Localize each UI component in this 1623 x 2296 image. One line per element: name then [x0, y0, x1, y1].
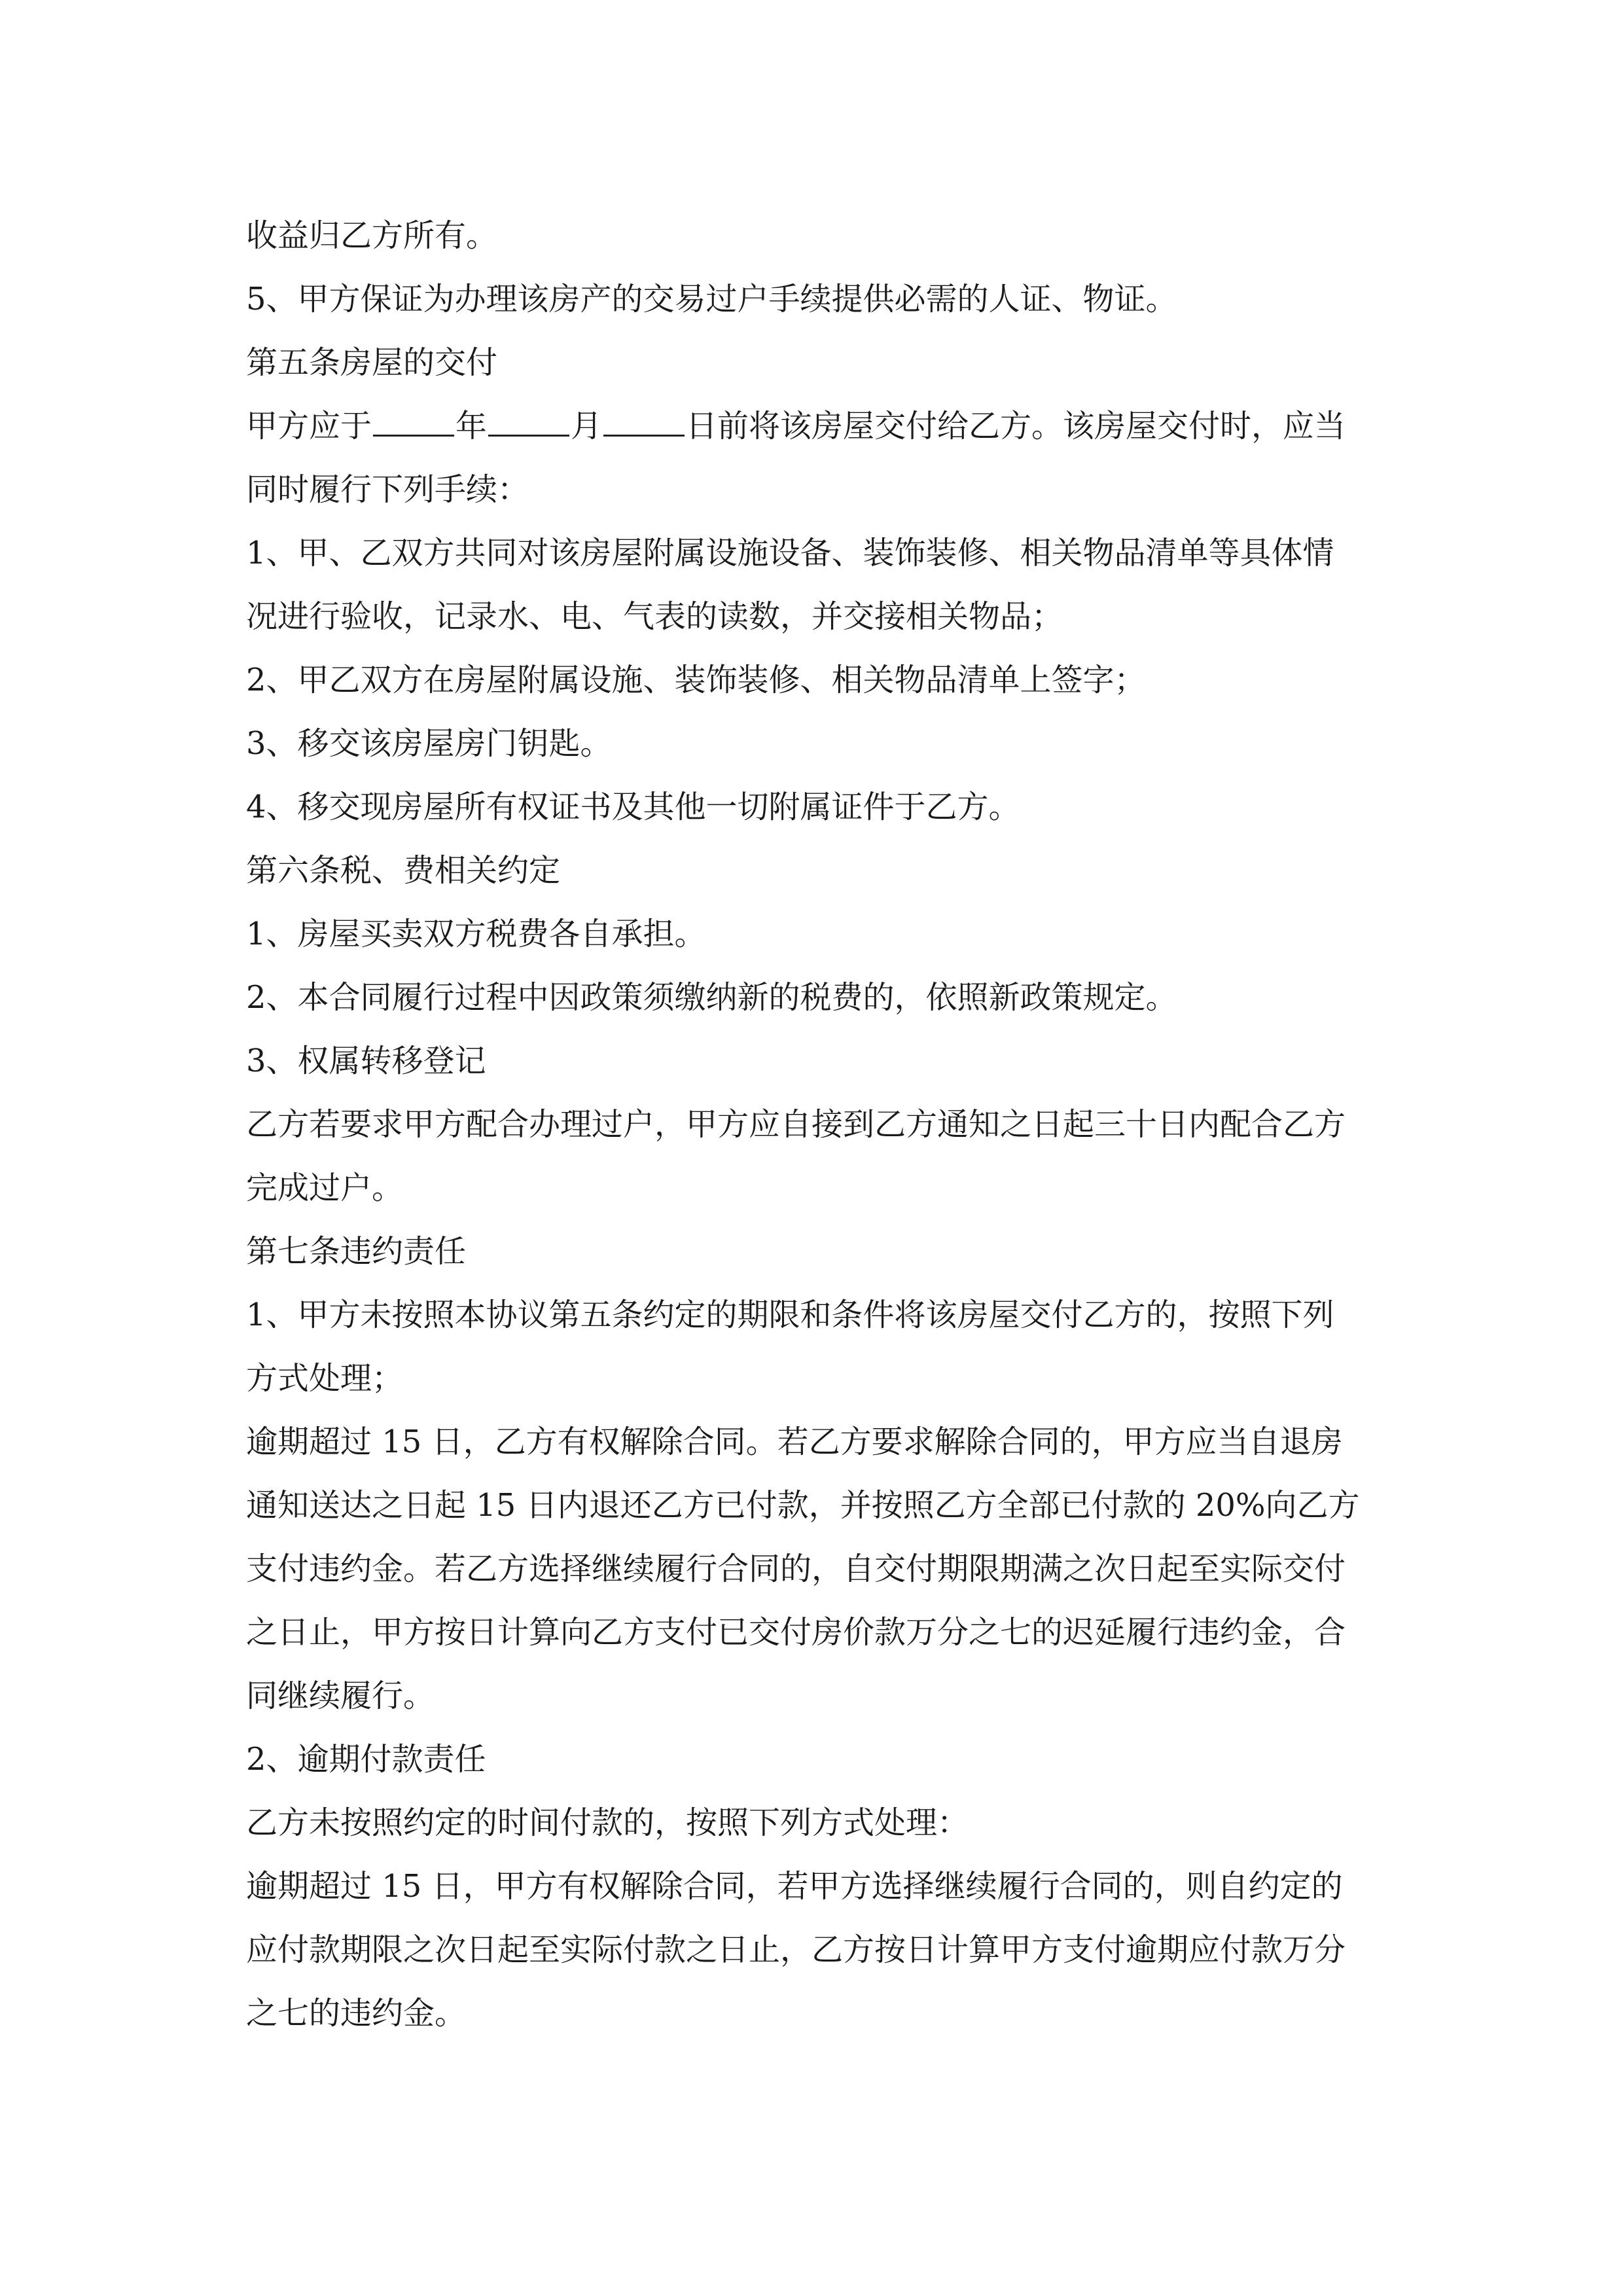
- month-blank: [488, 408, 569, 437]
- text-line: 2、本合同履行过程中因政策须缴纳新的税费的，依照新政策规定。: [246, 979, 1177, 1016]
- text-line: 1、甲方未按照本协议第五条约定的期限和条件将该房屋交付乙方的，按照下列: [246, 1297, 1334, 1333]
- text-line: 之七的违约金。: [246, 1995, 467, 2032]
- text-line: 同时履行下列手续：: [246, 471, 529, 508]
- text-line: 4、移交现房屋所有权证书及其他一切附属证件于乙方。: [246, 789, 1020, 825]
- text-line: 逾期超过 15 日，甲方有权解除合同，若甲方选择继续履行合同的，则自约定的: [246, 1868, 1343, 1905]
- text-line: 2、甲乙双方在房屋附属设施、装饰装修、相关物品清单上签字；: [246, 662, 1146, 698]
- text-line: 通知送达之日起 15 日内退还乙方已付款，并按照乙方全部已付款的 20%向乙方: [246, 1487, 1360, 1524]
- text-line: 1、甲、乙双方共同对该房屋附属设施设备、装饰装修、相关物品清单等具体情: [246, 535, 1334, 571]
- day-blank: [603, 408, 685, 437]
- text-line: 收益归乙方所有。: [246, 217, 498, 254]
- month-label: 月: [571, 408, 603, 444]
- text-line: 方式处理；: [246, 1360, 404, 1397]
- year-label: 年: [455, 408, 488, 444]
- delivery-text-2: 日前将该房屋交付给乙方。该房屋交付时，应当: [686, 408, 1346, 444]
- text-line: 同继续履行。: [246, 1677, 435, 1714]
- section-heading: 第六条税、费相关约定: [246, 852, 561, 889]
- document-body: [246, 204, 1385, 2045]
- text-line: 5、甲方保证为办理该房产的交易过户手续提供必需的人证、物证。: [246, 281, 1177, 317]
- text-line: 乙方若要求甲方配合办理过户，甲方应自接到乙方通知之日起三十日内配合乙方: [246, 1106, 1346, 1143]
- text-line: 况进行验收，记录水、电、气表的读数，并交接相关物品；: [246, 598, 1063, 635]
- text-line: 3、移交该房屋房门钥匙。: [246, 725, 612, 762]
- delivery-text-1: 甲方应于: [246, 408, 372, 444]
- text-line: 支付违约金。若乙方选择继续履行合同的，自交付期限期满之次日起至实际交付: [246, 1551, 1346, 1587]
- text-line: 1、房屋买卖双方税费各自承担。: [246, 916, 706, 952]
- text-line: 2、逾期付款责任: [246, 1741, 486, 1778]
- text-line: 乙方未按照约定的时间付款的，按照下列方式处理：: [246, 1804, 969, 1841]
- text-line: 之日止，甲方按日计算向乙方支付已交付房价款万分之七的迟延履行违约金，合: [246, 1614, 1346, 1651]
- year-blank: [373, 408, 454, 437]
- section-heading: 第七条违约责任: [246, 1233, 467, 1270]
- text-line: 完成过户。: [246, 1170, 404, 1206]
- text-line: 3、权属转移登记: [246, 1043, 486, 1079]
- text-line: 应付款期限之次日起至实际付款之日止，乙方按日计算甲方支付逾期应付款万分: [246, 1931, 1346, 1968]
- text-line: 逾期超过 15 日，乙方有权解除合同。若乙方要求解除合同的，甲方应当自退房: [246, 1424, 1343, 1460]
- section-heading: 第五条房屋的交付: [246, 344, 498, 381]
- delivery-date-line: [246, 395, 1385, 458]
